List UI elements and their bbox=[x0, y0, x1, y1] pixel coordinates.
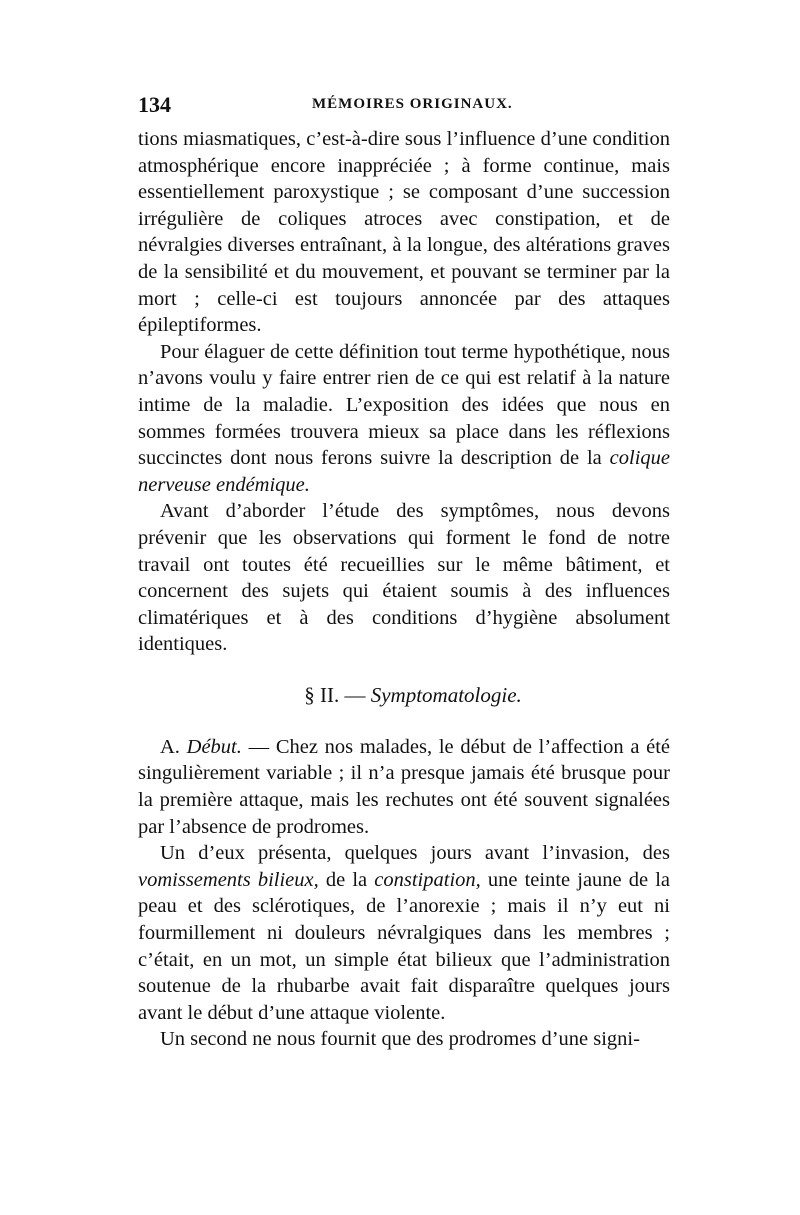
disease-name: colique nerveuse endémique. bbox=[138, 447, 670, 496]
section-heading bbox=[138, 682, 670, 708]
symptom-constipation: constipation, bbox=[374, 868, 481, 891]
paragraph-definition-end: tions miasmatiques, c’est-à-dire sous l’influence d’une condition atmosphérique encore inappréciée ; à forme continue, mais essentiellement paroxystique ; se composant d’une succession irrégulière de coliques atroces avec constipation, et de névralgies diverses entraînant, à la longue, des altérations graves de la sensibilité et du mouvement, et pouvant se terminer par la mort ; celle-ci est toujours annoncée par des attaques épileptiformes. bbox=[138, 128, 670, 337]
symptom-vomissements: vomissements bilieux, bbox=[138, 868, 319, 891]
paragraph-definition-note bbox=[138, 339, 670, 499]
paragraph-text: de la bbox=[325, 868, 368, 891]
page-number: 134 bbox=[138, 92, 171, 117]
paragraph-text: — Chez nos malades, le début de l’affection a été singulièrement variable ; il n’a presque jamais été brusque pour la première attaque, mais les rechutes ont été souvent signalées par l’absence de prodromes. bbox=[138, 735, 671, 838]
paragraph-text: Un d’eux présenta, quelques jours avant l’invasion, des bbox=[160, 842, 670, 865]
paragraph-second-case: Un second ne nous fournit que des prodromes d’une signi- bbox=[160, 1028, 640, 1051]
subsection-title: Début. bbox=[186, 735, 242, 758]
section-title: Symptomatologie. bbox=[370, 682, 522, 707]
running-title: MÉMOIRES ORIGINAUX. bbox=[312, 96, 513, 112]
book-page bbox=[138, 92, 670, 1053]
paragraph-observations: Avant d’aborder l’étude des symptômes, nous devons prévenir que les observations qui forment le fond de notre travail ont toutes été recueillies sur le même bâtiment, et concernent des sujets qui étaient soumis à des influences climatériques et à des conditions d’hygiène absolument identiques. bbox=[138, 500, 670, 656]
paragraph-first-case bbox=[138, 840, 670, 1026]
paragraph-text: une teinte jaune de la peau et des sclérotiques, de l’anorexie ; mais il n’y eut ni fourmillement ni douleurs névralgiques dans les membres ; c’était, en un mot, un simple état bilieux que l’administration soutenue de la rhubarbe avait fait disparaître quelques jours avant le début d’une attaque violente. bbox=[138, 868, 671, 1024]
running-head bbox=[138, 92, 670, 126]
subsection-label: A. bbox=[160, 735, 180, 758]
paragraph-debut bbox=[138, 734, 670, 840]
section-mark: § II. — bbox=[304, 682, 366, 707]
paragraph-text: Pour élaguer de cette définition tout terme hypothétique, nous n’avons voulu y faire entrer rien de ce qui est relatif à la nature intime de la maladie. L’exposition des idées que nous en sommes formées trouvera mieux sa place dans les réflexions succinctes dont nous ferons suivre la description de la bbox=[138, 340, 670, 470]
